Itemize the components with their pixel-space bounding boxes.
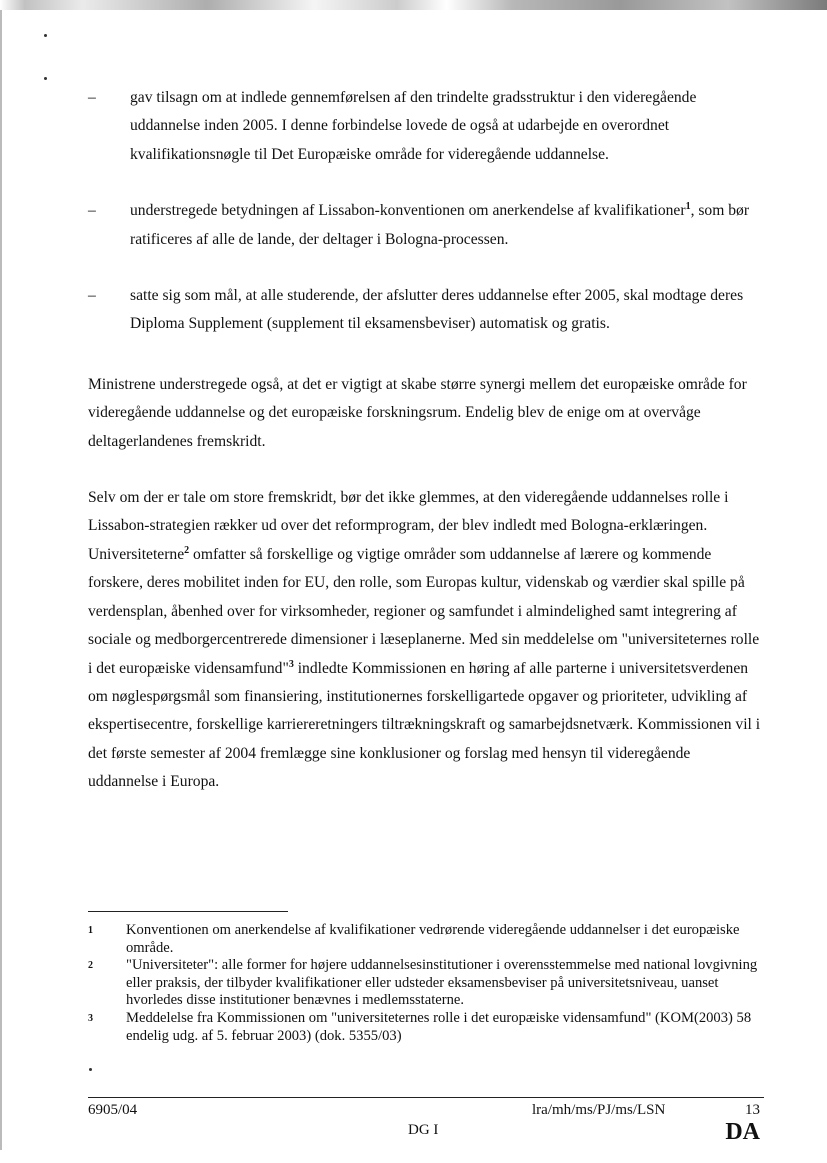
page-number: 13: [745, 1102, 760, 1118]
bullet-text: understregede betydningen af Lissabon-konventionen om anerkendelse af kvalifikationer: [130, 202, 686, 220]
scan-speck: [44, 77, 47, 80]
bullet-item: – understregede betydningen af Lissabon-konventionen om anerkendelse af kvalifikationer$^1$, som bør ratificeres af alle de lande, der deltager i Bologna-processen.: [88, 197, 764, 254]
footnote-text: "Universiteter": alle former for højere uddannelsesinstitutioner i overensstemmelse med national lovgivning eller praksis, der tilbyder kvalifikationer eller udsteder eksamensbeviser på universitetsniveau, uanset hvorledes disse institutioner benævnes i medlemsstaterne.: [126, 957, 758, 1009]
paragraph-text: Selv om der er tale om store fremskridt, bør det ikke glemmes, at den videregående uddannelses rolle i Lissabon-strategien rækker ud over det reformprogram, der blev indledt med Bologna-erklæringen. Universiteterne: [88, 489, 729, 563]
footnote-separator: [88, 911, 288, 912]
language-code: DA: [725, 1119, 760, 1145]
scan-speck: [89, 1068, 92, 1071]
bullet-text: satte sig som mål, at alle studerende, der afslutter deres uddannelse efter 2005, skal modtage deres Diploma Supplement (supplement til eksamensbeviser) automatisk og gratis.: [130, 287, 744, 333]
bullet-text: gav tilsagn om at indlede gennemførelsen af den trindelte gradsstruktur i den videregående uddannelse inden 2005. I denne forbindelse lovede de også at udarbejde en overordnet kvalifikationsnøgle til Det Europæiske område for videregående uddannelse.: [130, 89, 697, 163]
scan-artifact-left: [0, 10, 2, 1150]
bullet-text: som bør ratificeres af alle de lande, der deltager i Bologna-processen.: [130, 202, 750, 248]
paragraph-text: omfatter så forskellige og vigtige områder som uddannelse af lærere og kommende forskere, deres mobilitet inden for EU, den rolle, som Europas kultur, videnskab og værdier skal spille på verdensplan, åbenhed over for virksomheder, regioner og samfundet i almindelighed samt integrering af sociale og medborgercentrerede dimensioner i læseplanerne. Med sin meddelelse om "universiteternes rolle i det europæiske vidensamfund": [88, 545, 760, 677]
scan-speck: [44, 34, 47, 37]
paragraph: [88, 484, 764, 796]
footnote: [88, 1010, 768, 1045]
footnote-number: 3: [88, 1012, 93, 1024]
document-code: 6905/04: [88, 1102, 138, 1118]
paragraph: Ministrene understregede også, at det er vigtigt at skabe større synergi mellem det europæiske område for videregående uddannelse og det europæiske forskningsrum. Endelig blev de enige om at overvåge deltagerlandenes fremskridt.: [88, 375, 747, 450]
footnote: [88, 922, 768, 957]
bullet-dash: –: [88, 89, 96, 106]
footnote-text: Konventionen om anerkendelse af kvalifikationer vedrørende videregående uddannelser i det europæiske område.: [126, 922, 740, 956]
author-initials: lra/mh/ms/PJ/ms/LSN: [532, 1102, 666, 1118]
footnote-text: Meddelelse fra Kommissionen om "universiteternes rolle i det europæiske vidensamfund" (KOM(2003) 58 endelig udg. af 5. februar 2003) (dok. 5355/03): [126, 1009, 752, 1044]
footnote-number: 1: [88, 925, 93, 936]
page-footer: [88, 1102, 764, 1152]
footnote: [88, 957, 768, 1010]
document-body: [88, 84, 764, 825]
footer-separator: [88, 1097, 764, 1098]
scan-artifact-top: [0, 0, 827, 10]
paragraph-text: indledte Kommissionen en høring af alle parterne i universitetsverdenen om nøglespørgsmål som finansiering, institutionernes forskelligartede opgaver og prioriteter, udvikling af ekspertisecentre, forskellige karriereretningers tiltrækningskraft og samarbejdsnetværk. Kommissionen vil i det første semester af 2004 fremlægge sine konklusioner og forslag med hensyn til videregående uddannelse i Europa.: [88, 659, 761, 791]
footnote-ref[interactable]: 1: [685, 201, 691, 213]
bullet-dash: –: [88, 287, 96, 305]
bullet-item: [88, 282, 764, 339]
footnote-ref[interactable]: 3: [288, 658, 294, 670]
bullet-item: [88, 84, 764, 169]
footnote-ref[interactable]: 2: [184, 544, 190, 556]
department: DG I: [408, 1122, 439, 1138]
footnote-number: 2: [88, 960, 93, 972]
bullet-dash: –: [88, 202, 96, 220]
footnotes: [88, 922, 768, 1045]
